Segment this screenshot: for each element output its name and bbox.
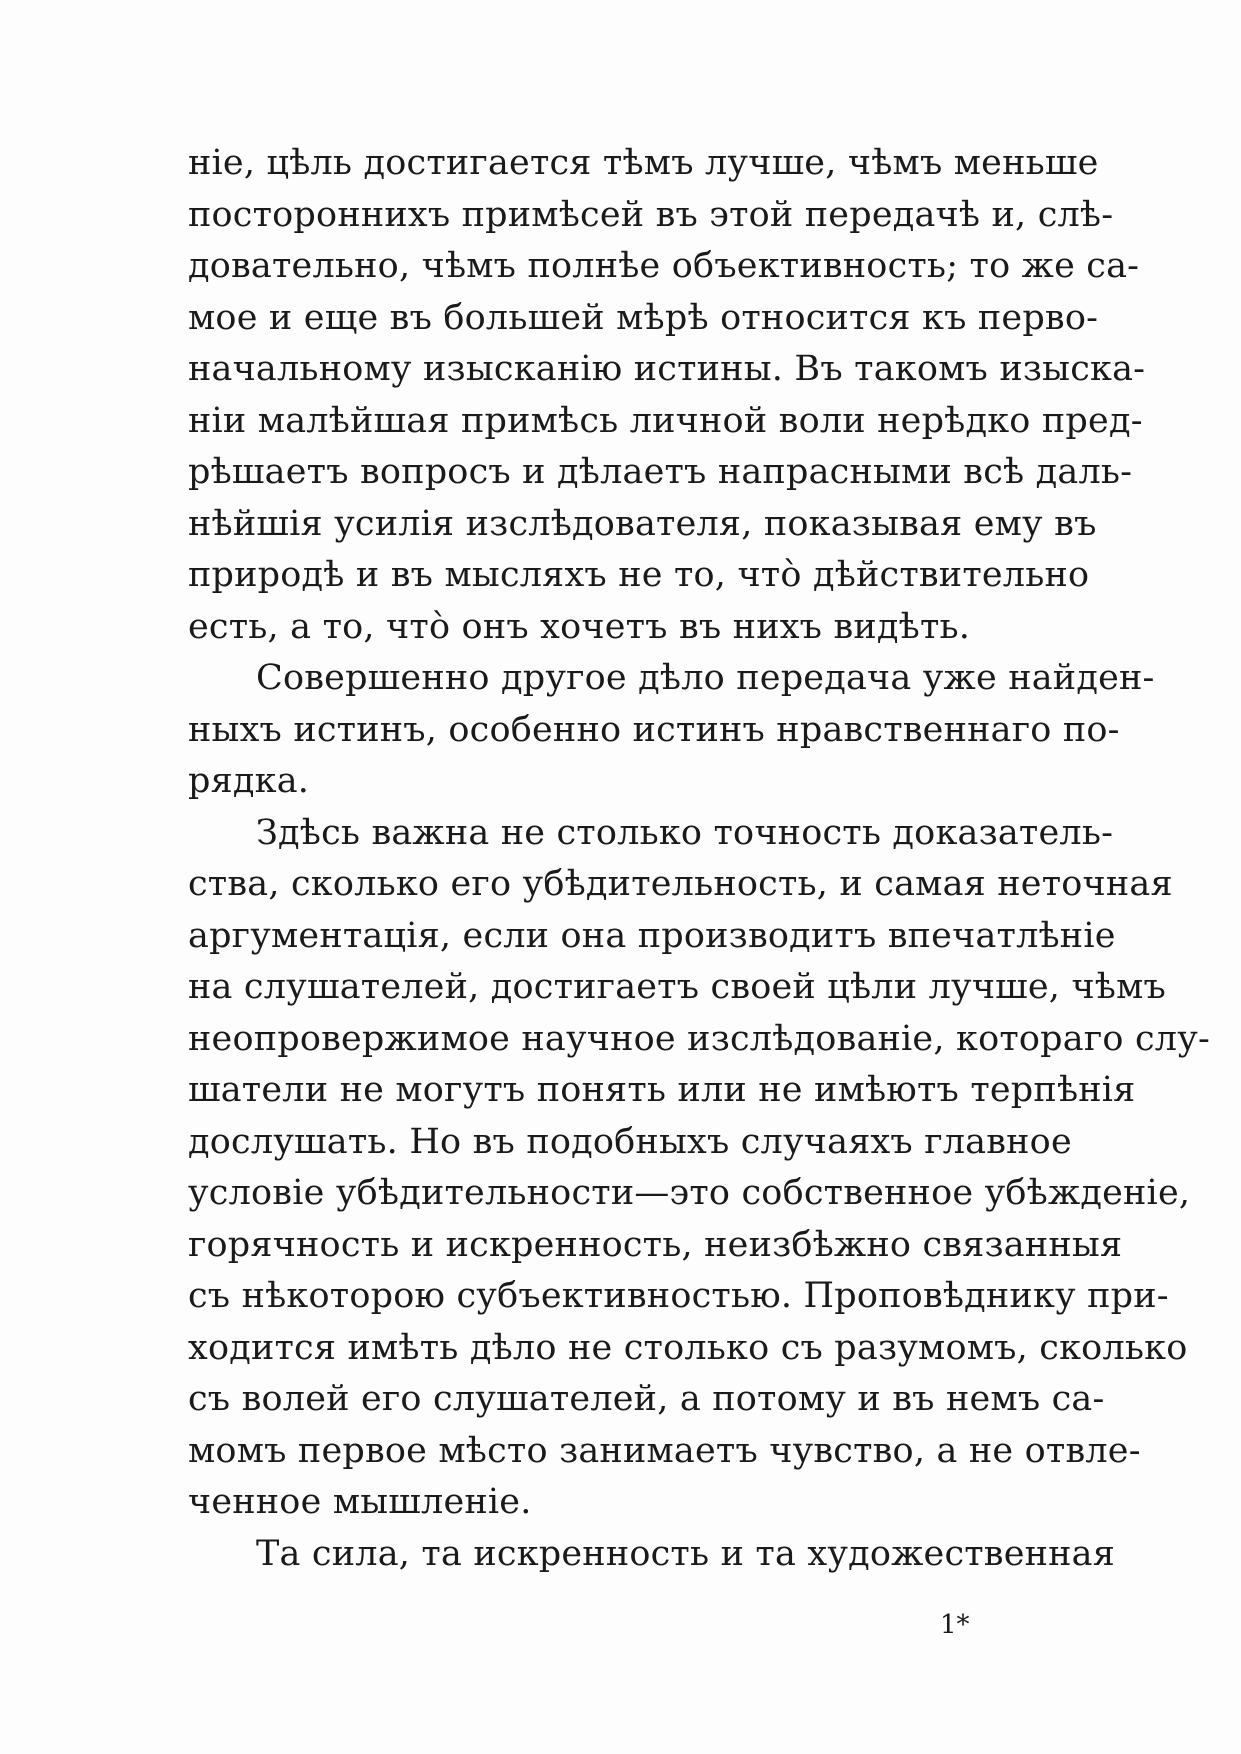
text-line: условіе убѣдительности—это собственное убѣжденіе, [188,1173,1191,1213]
text-line: съ волей его слушателей, а потому и въ немъ са- [188,1379,1105,1419]
text-line: съ нѣкоторою субъективностью. Проповѣднику при- [188,1276,1169,1316]
text-line: на слушателей, достигаетъ своей цѣли лучше, чѣмъ [188,967,1166,1007]
text-line: природѣ и въ мысляхъ не то, что̀ дѣйствительно [188,555,1090,595]
text-line: рядка. [188,761,310,801]
text-line: ныхъ истинъ, особенно истинъ нравственнаго по- [188,709,1120,750]
text-line: шатели не могутъ понять или не имѣютъ терпѣнія [188,1070,1136,1110]
text-line: аргументація, если она производитъ впечатлѣніе [188,915,1116,956]
text-line: момъ первое мѣсто занимаетъ чувство, а не отвле- [188,1430,1141,1471]
page-number: 1* [940,1610,970,1640]
text-line: Здѣсь важна не столько точность доказатель- [256,812,1114,853]
text-line: ченное мышленіе. [188,1482,532,1522]
text-line: Совершенно другое дѣло передача уже найден- [256,658,1155,698]
text-line: горячность и искренность, неизбѣжно связанныя [188,1224,1123,1265]
text-line: ніи малѣйшая примѣсь личной воли нерѣдко пред- [188,400,1143,441]
text-line: ходится имѣть дѣло не столько съ разумомъ, сколько [188,1327,1188,1368]
text-line: рѣшаетъ вопросъ и дѣлаетъ напрасными всѣ даль- [188,452,1133,492]
text-line: постороннихъ примѣсей въ этой передачѣ и, слѣ- [188,194,1114,235]
text-line: неопровержимое научное изслѣдованіе, котораго слу- [188,1018,1211,1059]
text-line: мое и еще въ большей мѣрѣ относится къ перво- [188,297,1099,338]
text-line: Та сила, та искренность и та художественная [256,1533,1116,1574]
text-line: начальному изысканію истины. Въ такомъ изыска- [188,349,1146,389]
text-line: ніе, цѣль достигается тѣмъ лучше, чѣмъ меньше [188,143,1099,183]
text-line: есть, а то, что̀ онъ хочетъ въ нихъ видѣть. [188,606,971,647]
text-line: ства, сколько его убѣдительность, и самая неточная [188,864,1173,904]
text-line: дослушать. Но въ подобныхъ случаяхъ главное [188,1121,1072,1162]
text-line: нѣйшія усилія изслѣдователя, показывая ему въ [188,503,1097,544]
text-line: довательно, чѣмъ полнѣе объективность; то же са- [188,246,1140,286]
body-text [188,138,1211,1580]
